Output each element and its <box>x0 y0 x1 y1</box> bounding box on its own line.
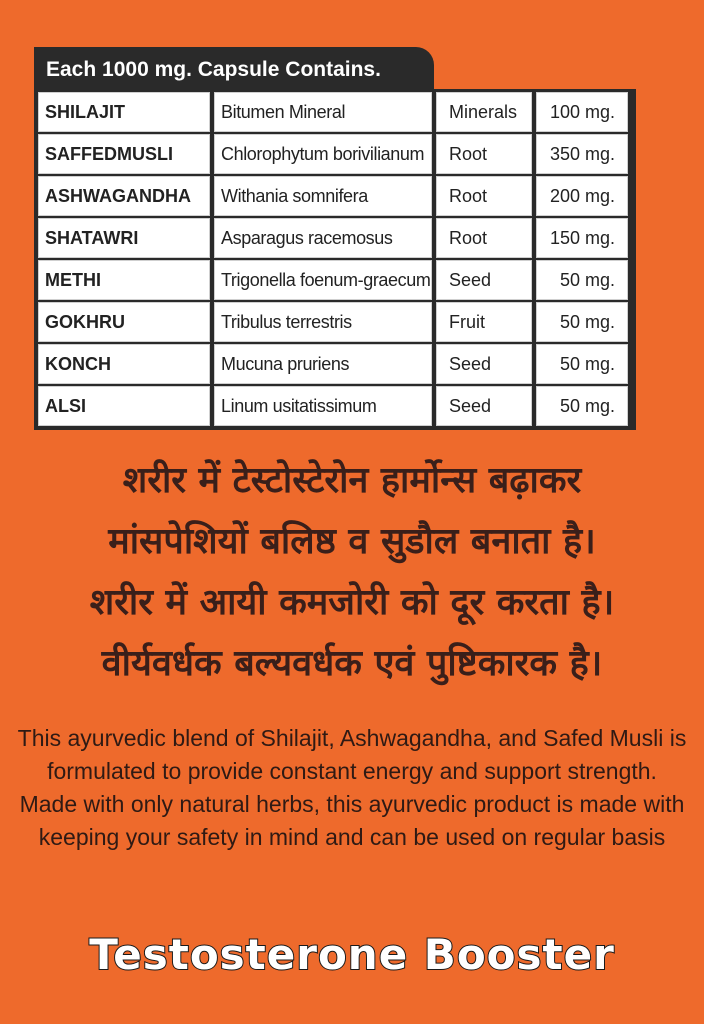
table-row <box>38 134 632 174</box>
plant-part: Seed <box>436 344 532 384</box>
ingredient-name: SAFFEDMUSLI <box>38 134 210 174</box>
plant-part: Seed <box>436 386 532 426</box>
quantity: 50 mg. <box>536 344 628 384</box>
table-row <box>38 218 632 258</box>
scientific-name: Asparagus racemosus <box>214 218 432 258</box>
scientific-name: Mucuna pruriens <box>214 344 432 384</box>
plant-part: Seed <box>436 260 532 300</box>
table-header: Each 1000 mg. Capsule Contains. <box>34 47 434 89</box>
scientific-name: Chlorophytum borivilianum <box>214 134 432 174</box>
plant-part: Minerals <box>436 92 532 132</box>
scientific-name: Trigonella foenum-graecum <box>214 260 432 300</box>
ingredient-name: GOKHRU <box>38 302 210 342</box>
ingredient-name: SHATAWRI <box>38 218 210 258</box>
hindi-benefits-text <box>0 450 704 694</box>
ingredient-name: METHI <box>38 260 210 300</box>
table-row <box>38 176 632 216</box>
table-row <box>38 386 632 426</box>
hindi-line: शरीर में आयी कमजोरी को दूर करता है। <box>89 582 615 623</box>
table-body <box>34 89 636 430</box>
scientific-name: Bitumen Mineral <box>214 92 432 132</box>
quantity: 50 mg. <box>536 260 628 300</box>
ingredient-name: ASHWAGANDHA <box>38 176 210 216</box>
table-row <box>38 302 632 342</box>
ingredients-table <box>34 47 636 430</box>
ingredient-name: ALSI <box>38 386 210 426</box>
quantity: 50 mg. <box>536 386 628 426</box>
scientific-name: Tribulus terrestris <box>214 302 432 342</box>
plant-part: Root <box>436 176 532 216</box>
quantity: 100 mg. <box>536 92 628 132</box>
product-title: Testosterone Booster <box>89 930 615 979</box>
quantity: 350 mg. <box>536 134 628 174</box>
quantity: 150 mg. <box>536 218 628 258</box>
table-row <box>38 344 632 384</box>
plant-part: Root <box>436 218 532 258</box>
ingredient-name: SHILAJIT <box>38 92 210 132</box>
plant-part: Root <box>436 134 532 174</box>
product-description: This ayurvedic blend of Shilajit, Ashwagandha, and Safed Musli is formulated to provide constant energy and support strength. Made with only natural herbs, this ayurvedic product is made with keeping your safety in mind and can be used on regular basis <box>17 725 687 850</box>
scientific-name: Withania somnifera <box>214 176 432 216</box>
hindi-line: मांसपेशियों बलिष्ठ व सुडौल बनाता है। <box>108 521 596 562</box>
quantity: 50 mg. <box>536 302 628 342</box>
ingredient-name: KONCH <box>38 344 210 384</box>
quantity: 200 mg. <box>536 176 628 216</box>
plant-part: Fruit <box>436 302 532 342</box>
table-row <box>38 260 632 300</box>
hindi-line: शरीर में टेस्टोस्टेरोन हार्मोन्स बढ़ाकर <box>122 460 582 501</box>
table-row <box>38 92 632 132</box>
hindi-line: वीर्यवर्धक बल्यवर्धक एवं पुष्टिकारक है। <box>101 643 603 684</box>
scientific-name: Linum usitatissimum <box>214 386 432 426</box>
